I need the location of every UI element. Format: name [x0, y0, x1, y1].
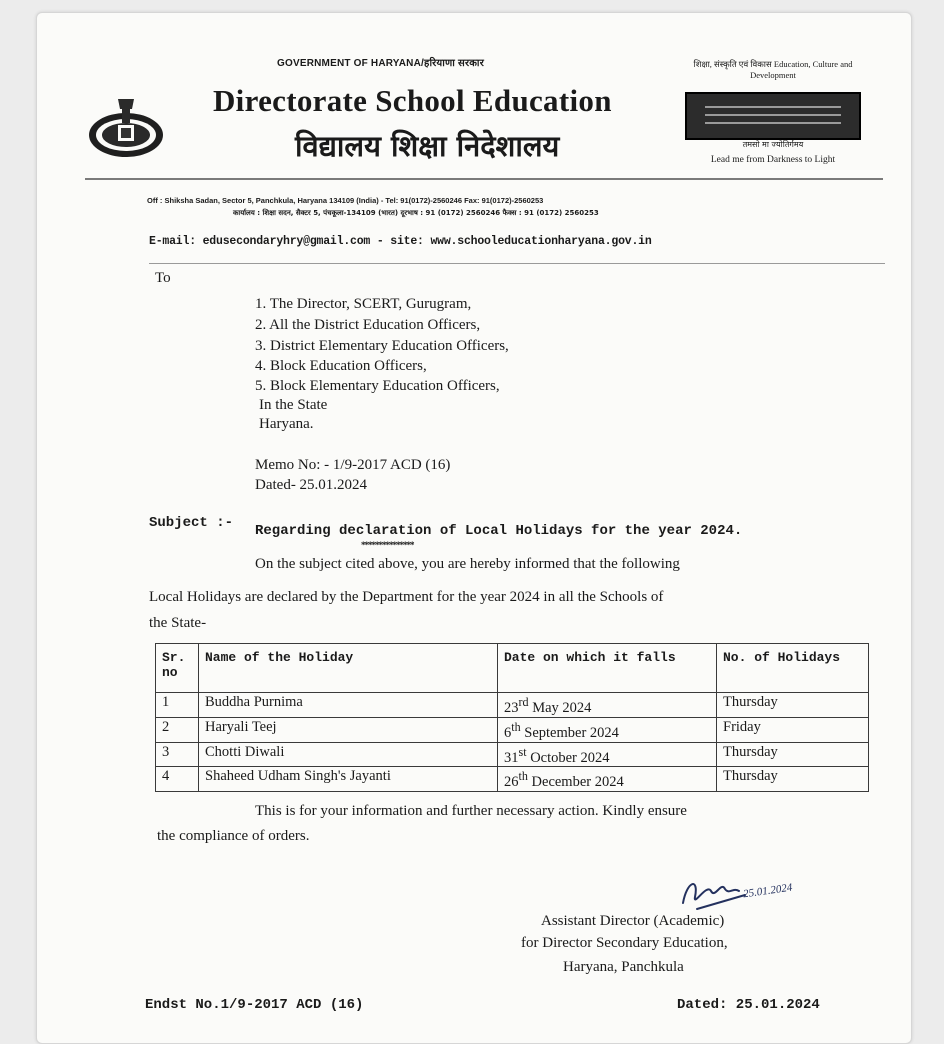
table-header-row — [156, 644, 869, 693]
closing-line: the compliance of orders. — [157, 828, 310, 844]
subject-text: Regarding declaration of Local Holidays for the year 2024. — [255, 523, 743, 539]
to-label: To — [155, 270, 171, 286]
government-line: GOVERNMENT OF HARYANA/हरियाणा सरकार — [277, 58, 484, 69]
logo-banner — [685, 92, 861, 140]
cell-day: Thursday — [717, 742, 869, 767]
cell-sr: 3 — [156, 742, 199, 767]
paragraph-line: Local Holidays are declared by the Department for the year 2024 in all the Schools of — [149, 589, 664, 605]
directorate-title-english: Directorate School Education — [213, 83, 612, 118]
cell-holiday: Chotti Diwali — [199, 742, 498, 767]
recipient-line: 4. Block Education Officers, — [255, 358, 427, 374]
cell-holiday: Shaheed Udham Singh's Jayanti — [199, 767, 498, 792]
table-row — [156, 693, 869, 718]
paragraph-line: On the subject cited above, you are hereby informed that the following — [255, 556, 680, 572]
header-divider — [85, 178, 883, 180]
recipient-line: 2. All the District Education Officers, — [255, 317, 481, 333]
cell-day: Thursday — [717, 767, 869, 792]
signatory-place: Haryana, Panchkula — [563, 959, 684, 975]
cell-date: 6th September 2024 — [498, 717, 717, 742]
cell-date: 23rd May 2024 — [498, 693, 717, 718]
memo-date: Dated- 25.01.2024 — [255, 477, 368, 493]
cell-day: Friday — [717, 717, 869, 742]
cell-holiday: Buddha Purnima — [199, 693, 498, 718]
memo-number: Memo No: - 1/9-2017 ACD (16) — [255, 457, 451, 473]
table-row — [156, 742, 869, 767]
recipient-line: 5. Block Elementary Education Officers, — [255, 378, 500, 394]
subject-label: Subject :- — [149, 515, 234, 531]
cell-sr: 2 — [156, 717, 199, 742]
closing-line: This is for your information and further necessary action. Kindly ensure — [255, 803, 687, 819]
haryana-emblem-icon — [85, 95, 167, 161]
subject-underline: *************** — [361, 540, 414, 550]
table-row — [156, 767, 869, 792]
recipient-line: 1. The Director, SCERT, Gurugram, — [255, 296, 472, 312]
signatory-designation: Assistant Director (Academic) — [541, 913, 725, 929]
endorsement-date: Dated: 25.01.2024 — [677, 997, 820, 1013]
cell-sr: 4 — [156, 767, 199, 792]
header-date: Date on which it falls — [498, 644, 717, 693]
header-sr-no: Sr. no — [156, 644, 199, 693]
logo-top-text: शिक्षा, संस्कृति एवं विकास Education, Culture and Development — [693, 59, 853, 80]
letter-page — [36, 12, 912, 1044]
office-address-hindi: कार्यालय : शिक्षा सदन, सैक्टर 5, पंचकूला-134109 (भारत) दूरभाष : 91 (0172) 2560246 फैक्स : 91 (0172) 2560253 — [233, 209, 599, 217]
address-divider — [149, 263, 885, 264]
cell-day: Thursday — [717, 693, 869, 718]
recipient-line: In the State — [259, 397, 328, 413]
cell-sr: 1 — [156, 693, 199, 718]
header-no-of-holidays: No. of Holidays — [717, 644, 869, 693]
office-address-english: Off : Shiksha Sadan, Sector 5, Panchkula, Haryana 134109 (India) - Tel: 91(0172)-2560246 Fax: 91(0172)-2560253 — [147, 196, 544, 205]
holiday-table — [155, 643, 869, 792]
paragraph-line: the State- — [149, 615, 207, 631]
directorate-title-hindi: विद्यालय शिक्षा निदेशालय — [295, 129, 560, 163]
cell-date: 26th December 2024 — [498, 767, 717, 792]
logo-motto: Lead me from Darkness to Light — [710, 155, 836, 165]
signatory-for-line: for Director Secondary Education, — [521, 935, 728, 951]
signature-date: 25.01.2024 — [742, 881, 794, 901]
email-site-line: E-mail: edusecondaryhry@gmail.com - site: www.schooleducationharyana.gov.in — [149, 235, 652, 248]
department-logo — [679, 59, 867, 177]
recipient-line: 3. District Elementary Education Officers, — [255, 338, 509, 354]
cell-holiday: Haryali Teej — [199, 717, 498, 742]
recipient-line: Haryana. — [259, 416, 314, 432]
cell-date: 31st October 2024 — [498, 742, 717, 767]
header-holiday-name: Name of the Holiday — [199, 644, 498, 693]
table-row — [156, 717, 869, 742]
endorsement-number: Endst No.1/9-2017 ACD (16) — [145, 997, 364, 1013]
logo-hindi-motto: तमसो मा ज्योतिर्गमय — [742, 140, 804, 149]
